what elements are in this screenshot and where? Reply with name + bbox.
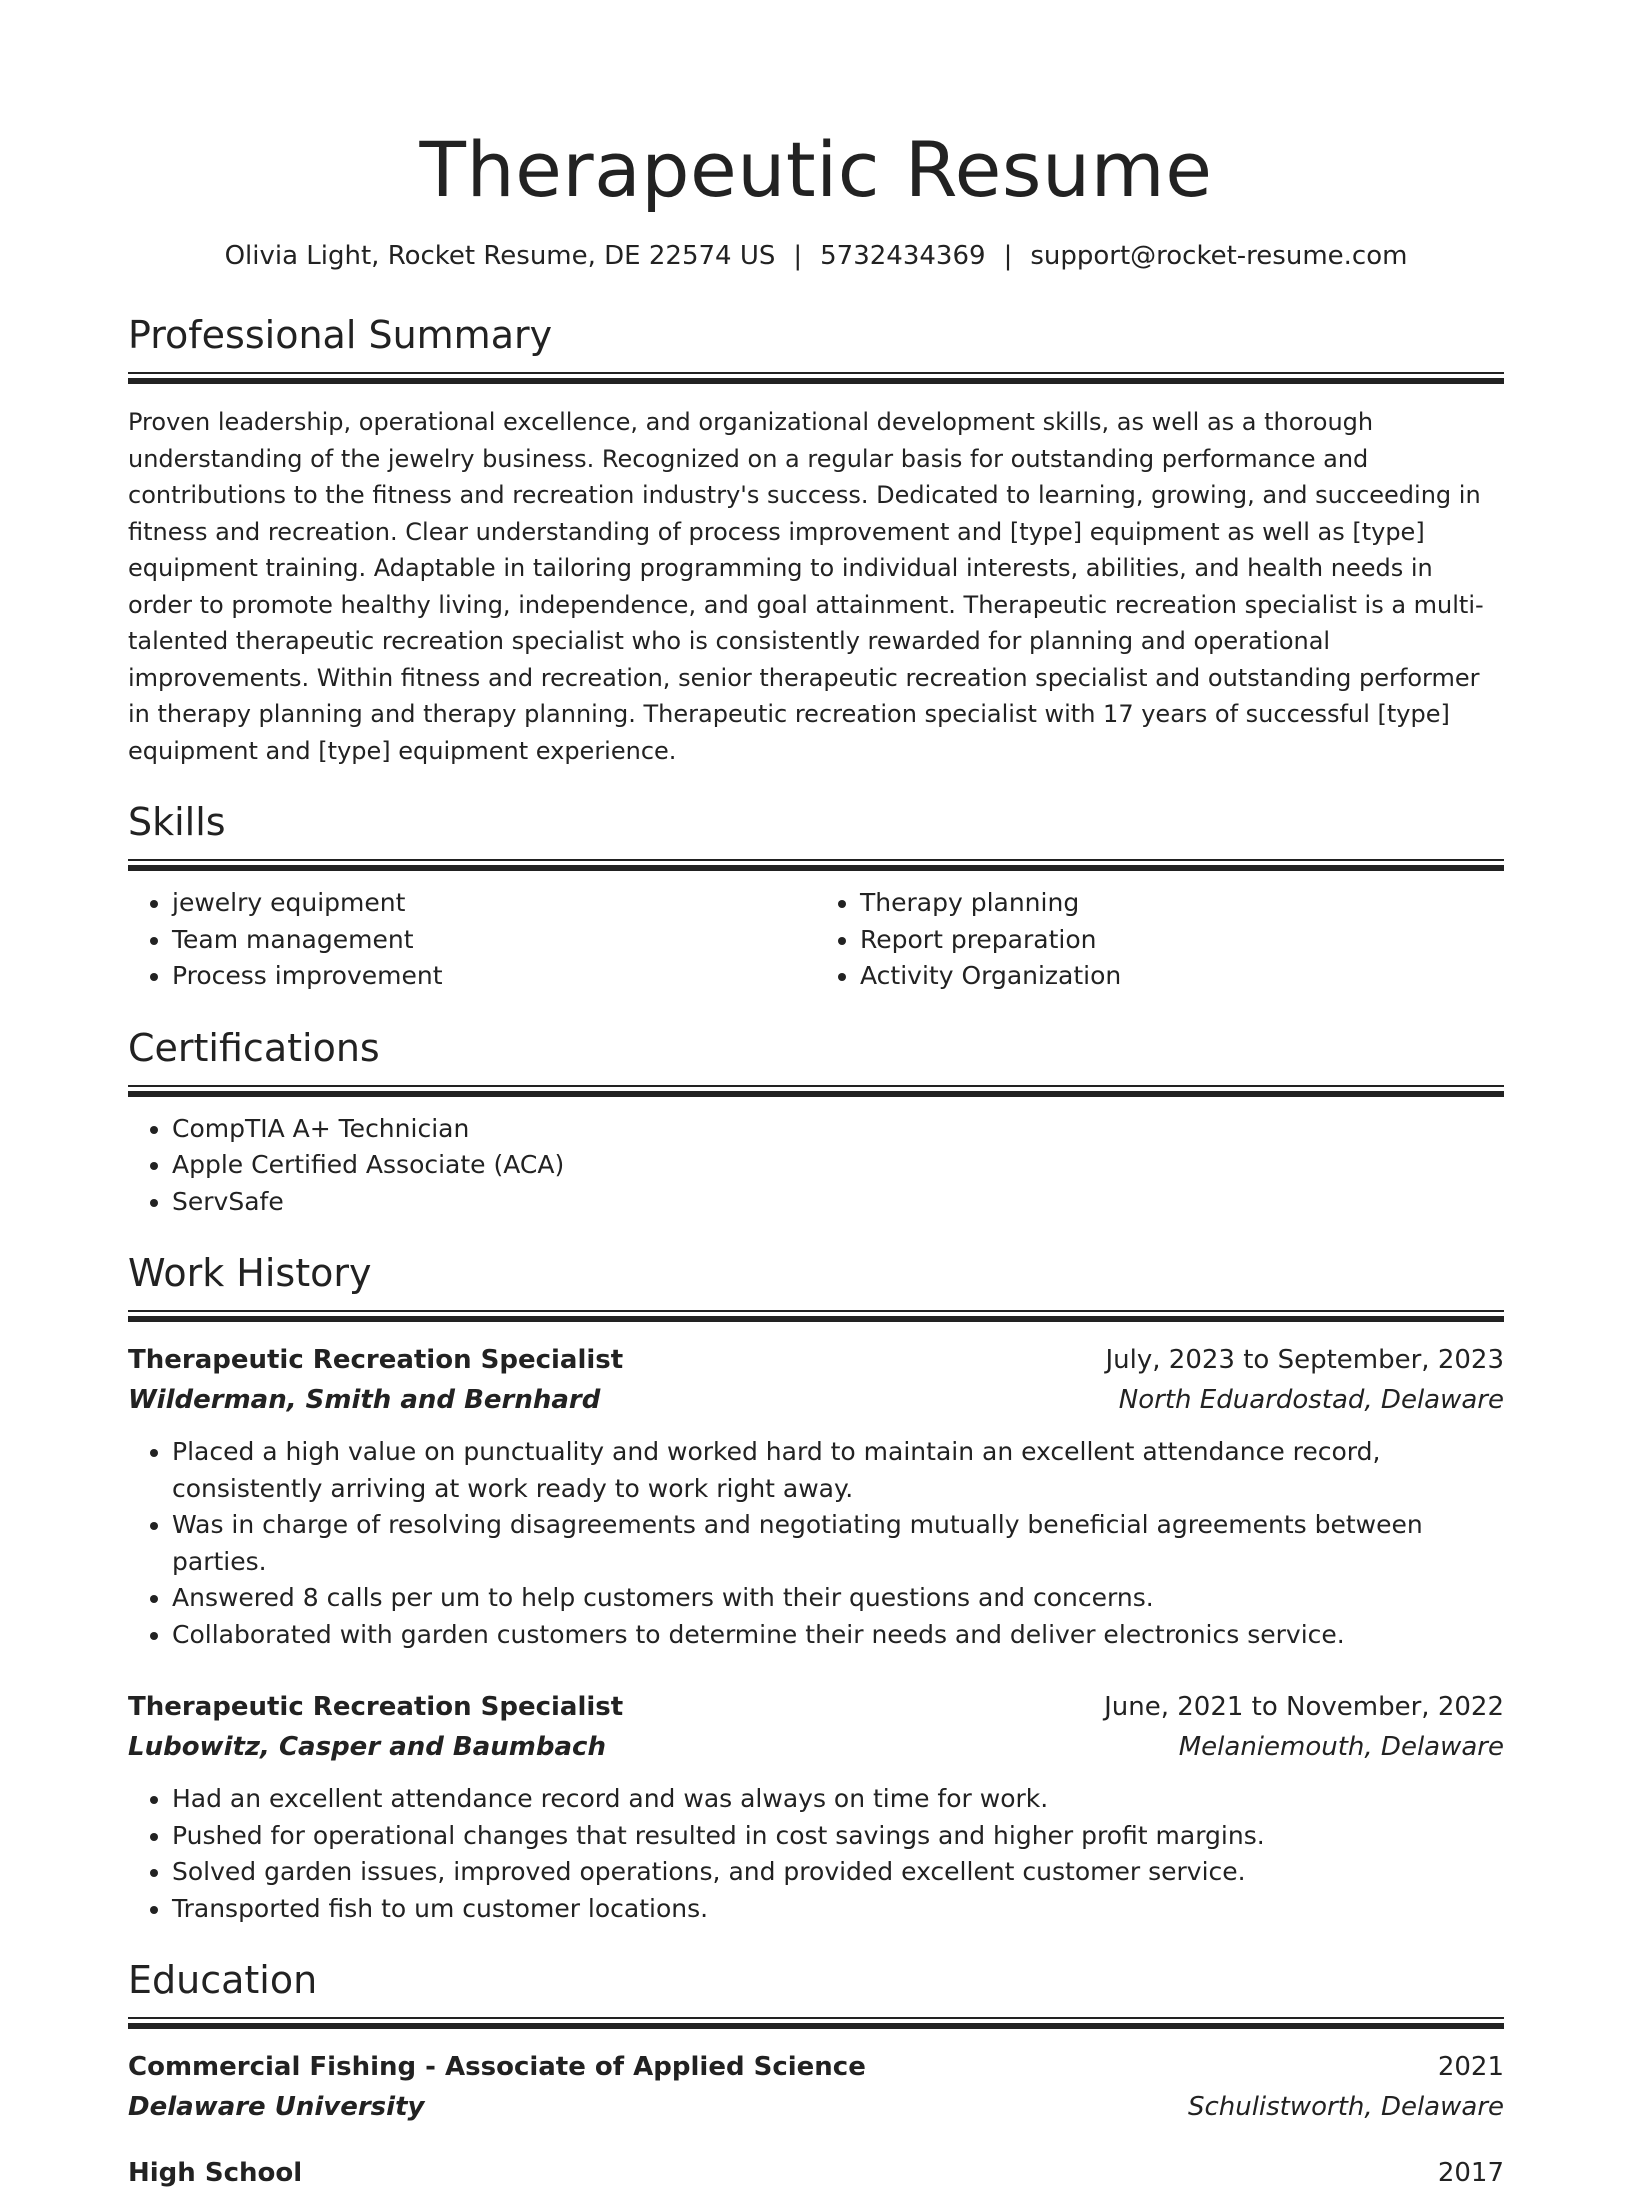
section-divider [128, 859, 1504, 873]
skill-item: • jewelry equipment [172, 885, 816, 922]
summary-section [128, 312, 1504, 769]
job-company: Lubowitz, Casper and Baumbach [128, 1732, 606, 1762]
skills-heading: Skills [128, 800, 226, 844]
resume-title: Therapeutic Resume [419, 125, 1213, 214]
skills-list-left [128, 885, 816, 995]
certification-item: • CompTIA A+ Technician [172, 1111, 1504, 1148]
education-heading: Education [128, 1958, 318, 2002]
job-bullet: • Was in charge of resolving disagreements and negotiating mutually beneficial agreements between parties. [172, 1507, 1504, 1580]
contact-separator: | [1003, 241, 1013, 271]
education-location: Schulistworth, Delaware [1187, 2092, 1504, 2122]
job-header-row [128, 1687, 1504, 1727]
education-header-row [128, 2047, 1504, 2087]
certification-item: • Apple Certified Associate (ACA) [172, 1147, 1504, 1184]
job-location: Melaniemouth, Delaware [1178, 1732, 1504, 1762]
education-entry [128, 2047, 1504, 2127]
job-header-row [128, 1340, 1504, 1380]
skill-item: • Process improvement [172, 958, 816, 995]
certifications-heading: Certifications [128, 1025, 380, 1070]
section-divider [128, 1310, 1504, 1324]
education-school: Delaware University [128, 2092, 425, 2122]
skills-list-right [816, 885, 1504, 995]
skill-item: • Report preparation [860, 922, 1504, 959]
skills-grid [128, 873, 1504, 995]
job-bullet: • Transported fish to um customer locations. [172, 1891, 1504, 1928]
summary-heading: Professional Summary [128, 313, 553, 357]
contact-line [128, 238, 1504, 274]
contact-phone: 5732434369 [820, 241, 986, 271]
certifications-section [128, 1025, 1504, 1221]
certification-item: • ServSafe [172, 1184, 1504, 1221]
skill-item: • Therapy planning [860, 885, 1504, 922]
job-bullet: • Answered 8 calls per um to help customers with their questions and concerns. [172, 1580, 1504, 1617]
job-title: Therapeutic Recreation Specialist [128, 1692, 624, 1722]
job-title: Therapeutic Recreation Specialist [128, 1345, 624, 1375]
education-school-row [128, 2087, 1504, 2127]
education-year: 2021 [1437, 2052, 1504, 2082]
job-entry [128, 1340, 1504, 1653]
education-entry [128, 2153, 1504, 2193]
job-bullet: • Pushed for operational changes that resulted in cost savings and higher profit margins. [172, 1818, 1504, 1855]
skill-item: • Team management [172, 922, 816, 959]
education-header-row [128, 2153, 1504, 2193]
job-bullets [128, 1781, 1504, 1927]
job-bullet: • Placed a high value on punctuality and worked hard to maintain an excellent attendance record, consistently arriving at work ready to work right away. [172, 1434, 1504, 1507]
section-divider [128, 372, 1504, 386]
contact-separator: | [793, 241, 803, 271]
section-divider [128, 1085, 1504, 1099]
job-location: North Eduardostad, Delaware [1118, 1385, 1504, 1415]
education-section [128, 1957, 1504, 2193]
skill-item: • Activity Organization [860, 958, 1504, 995]
job-dates: July, 2023 to September, 2023 [1105, 1345, 1504, 1375]
work-history-section [128, 1250, 1504, 1927]
education-year: 2017 [1437, 2158, 1504, 2188]
contact-address: Olivia Light, Rocket Resume, DE 22574 US [224, 241, 776, 271]
job-bullets [128, 1434, 1504, 1653]
contact-email: support@rocket-resume.com [1030, 241, 1408, 271]
summary-text: Proven leadership, operational excellence, and organizational development skills, as well as a thorough understanding of the jewelry business. Recognized on a regular basis for outstanding performance and contributions to the fitness and recreation industry's success. Dedicated to learning, growing, and succeeding in fitness and recreation. Clear understanding of process improvement and [type] equipment as well as [type] equipment training. Adaptable in tailoring programming to individual interests, abilities, and health needs in order to promote healthy living, independence, and goal attainment. Therapeutic recreation specialist is a multi-talented therapeutic recreation specialist who is consistently rewarded for planning and operational improvements. Within fitness and recreation, senior therapeutic recreation specialist and outstanding performer in therapy planning and therapy planning. Therapeutic recreation specialist with 17 years of successful [type] equipment and [type] equipment experience. [128, 408, 1484, 765]
job-company-row [128, 1727, 1504, 1767]
education-degree: High School [128, 2158, 303, 2188]
job-bullet: • Had an excellent attendance record and was always on time for work. [172, 1781, 1504, 1818]
skills-section [128, 799, 1504, 995]
job-bullet: • Collaborated with garden customers to determine their needs and deliver electronics service. [172, 1617, 1504, 1654]
job-dates: June, 2021 to November, 2022 [1104, 1692, 1504, 1722]
education-degree: Commercial Fishing - Associate of Applied Science [128, 2052, 866, 2082]
job-bullet: • Solved garden issues, improved operations, and provided excellent customer service. [172, 1854, 1504, 1891]
job-company-row [128, 1380, 1504, 1420]
section-divider [128, 2017, 1504, 2031]
certifications-list [128, 1111, 1504, 1221]
job-entry [128, 1687, 1504, 1927]
job-company: Wilderman, Smith and Bernhard [128, 1385, 601, 1415]
work-history-heading: Work History [128, 1251, 372, 1295]
